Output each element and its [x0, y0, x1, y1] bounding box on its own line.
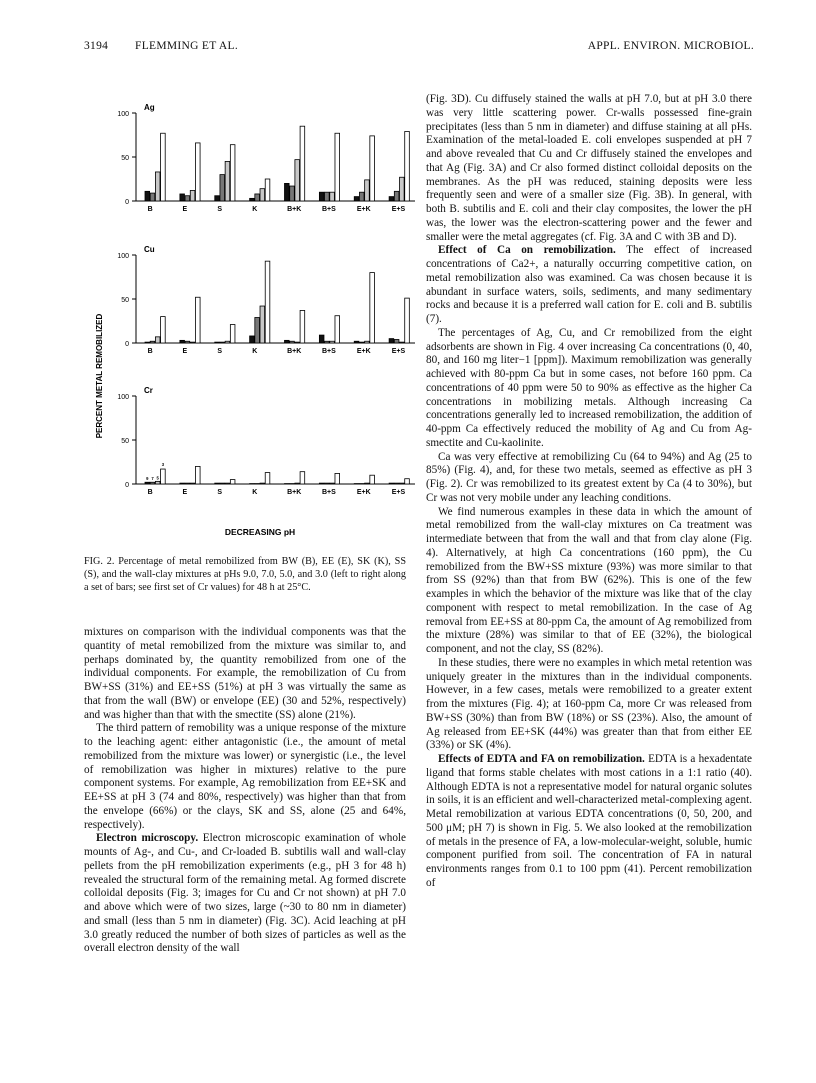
category-label: E+S	[391, 206, 406, 213]
panel-label-cu: Cu	[144, 245, 155, 254]
bar	[330, 483, 335, 484]
category-label: B+K	[287, 348, 302, 355]
panel-label-ag: Ag	[144, 103, 155, 112]
bar	[255, 317, 260, 343]
bar	[295, 342, 300, 343]
bar	[260, 189, 265, 201]
bar	[370, 475, 375, 484]
bar	[319, 192, 324, 201]
bar	[330, 341, 335, 343]
bar	[260, 483, 265, 484]
bar	[290, 186, 295, 201]
category-label: E	[182, 489, 188, 496]
bar	[225, 483, 230, 484]
bar	[335, 316, 340, 343]
paragraph	[426, 244, 752, 327]
category-label: B+K	[287, 489, 302, 496]
y-tick-label: 0	[125, 482, 129, 489]
paragraph-text: Ca was very effective at remobilizing Cu (64 to 94%) and Ag (25 to 85%) (Fig. 4), and, for these two metals, seemed as effective as pH 3 (Fig. 2). Cr was remobilized to its greatest extent by Ca (4 to 30%), but Cr was not very mobile under any leaching conditions.	[426, 450, 752, 504]
section-heading: Effects of EDTA and FA on remobilization.	[438, 753, 645, 765]
bar	[359, 342, 364, 343]
paragraph	[426, 506, 752, 657]
bar	[180, 194, 185, 201]
bar	[365, 180, 370, 201]
bar	[300, 472, 305, 484]
bar	[335, 133, 340, 201]
bar	[180, 340, 185, 343]
bar	[400, 342, 405, 343]
bar	[354, 341, 359, 343]
paragraph	[84, 626, 406, 722]
page-number: 3194	[84, 40, 109, 52]
category-label: E+K	[356, 348, 371, 355]
bar	[195, 297, 200, 343]
paragraph-text: We find numerous examples in these data in which the amount of metal remobilized from the wall-clay mixtures on Ca treatment was intermediate between that from the wall and that from clay alone (Fig. 4). Alternatively, at high Ca concentrations (160 ppm), the Cu remobilized from the BW+SS mixture (93%) was more similar to that from SS (92%) than that from BW (62%). This is one of the few examples in which the behavior of the mixture was like that of the clay component with respect to metal remobilization. In the case of Ag removal from EE+SS at 80-ppm Ca, the amount of Ag remobilized from the mixture (28%) was similar to that of EE (32%), the biological component, and not the clay, SS (82%).	[426, 505, 752, 655]
bar	[359, 192, 364, 201]
bar	[285, 183, 290, 201]
bar	[195, 466, 200, 484]
bar	[319, 335, 324, 343]
figure-caption: FIG. 2. Percentage of metal remobilized from BW (B), EE (E), SK (K), SS (S), and the wall-clay mixtures at pHs 9.0, 7.0, 5.0, and 3.0 (left to right along a set of bars; see first set of Cr values) for 48 h at 25°C.	[84, 556, 406, 593]
bar	[250, 336, 255, 343]
bar	[394, 339, 399, 343]
paragraph	[426, 753, 752, 891]
category-label: B+S	[321, 206, 336, 213]
bar	[265, 179, 270, 201]
paragraph-text: mixtures on comparison with the individual components was that the quantity of metal remobilized from the mixture was similar to, and perhaps dominated by, the quantity remobilized from one of the individual components. For example, the remobilization of Cu from BW+SS (31%) and EE+SS (51%) at pH 3 was virtually the same as that from the wall (BW) or envelope (EE) (30 and 52%, respectively) and was higher than that with the smectite (SS) alone (21%).	[84, 626, 406, 721]
bar	[190, 483, 195, 484]
bar	[155, 481, 160, 484]
y-tick-label: 0	[125, 199, 129, 206]
paragraph-text: (Fig. 3D). Cu diffusely stained the walls at pH 7.0, but at pH 3.0 there was very little scattering power. Cr-walls possessed fine-grain precipitates (less than 5 nm in diameter) and diffuse staining at all pHs. Examination of the metal-loaded E. coli envelopes suspended at pH 7 and above revealed that Cu and Cr diffusely stained the envelopes and that Ag (Fig. 3A) and Cr also formed distinct colloidal deposits on the membranes. As the pH was reduced, staining deposits were less frequently seen and were of a smaller size (Fig. 3B). In general, with both B. subtilis and E. coli and their clay composites, the lower the pH was, the lower was the electron-scattering power and the fewer and smaller were the metal aggregates (cf. Fig. 3A and C with 3B and D).	[426, 93, 752, 243]
paragraph-text: The percentages of Ag, Cu, and Cr remobilized from the eight adsorbents are shown in Fig. 4 over increasing Ca concentrations (0, 40, 80, and 160 mg liter−1 [ppm]). Maximum remobilization was generally achieved with 80-ppm Ca but in some cases, not before 160 ppm. Ca concentrations of 40 ppm were 50 to 90% as effective as the higher Ca concentrations in mobilizing metals. Although increasing Ca concentrations generally led to increased remobilization, the addition of 40-ppm Ca effectively reduced the mobility of Ag and Cu from Ag-smectite and Cu-kaolinite.	[426, 326, 752, 449]
category-label: E+S	[391, 489, 406, 496]
bar	[230, 325, 235, 343]
ph-annotation: 5	[156, 475, 159, 481]
bar	[370, 273, 375, 343]
bar	[325, 483, 330, 484]
category-label: S	[217, 206, 223, 213]
bar	[300, 310, 305, 343]
bar	[365, 341, 370, 343]
section-heading: Electron microscopy.	[96, 832, 199, 845]
bar	[215, 483, 220, 484]
paragraph	[426, 451, 752, 506]
bar	[260, 306, 265, 343]
bar	[290, 341, 295, 343]
x-axis-label: DECREASING pH	[224, 527, 296, 537]
paragraph-text: EDTA is a hexadentate ligand that forms stable chelates with most cations in a 1:1 ratio (40). Although EDTA is not a representative model for natural organic solutes in soils, it is an efficient and well-characterized metal-complexing agent. Metal remobilization at various EDTA concentrations (0, 50, 200, and 500 μM; pH 7) is shown in Fig. 5. We also looked at the remobilization of metals in the presence of FA, a low-molecular-weight, soluble, humic component purified from soil. The concentration of FA in natural environments ranges from 0.1 to 100 ppm (41). Percent remobilization of	[426, 753, 752, 889]
paragraph	[84, 832, 406, 956]
category-label: B	[147, 348, 153, 355]
bar	[220, 342, 225, 343]
bar	[225, 341, 230, 343]
bar	[285, 340, 290, 343]
bar	[389, 483, 394, 484]
bar	[370, 136, 375, 201]
bar	[195, 143, 200, 201]
category-label: B+K	[287, 206, 302, 213]
bar	[265, 261, 270, 343]
paragraph	[426, 327, 752, 451]
category-label: E+K	[356, 206, 371, 213]
category-label: S	[217, 348, 223, 355]
bar	[400, 177, 405, 201]
bar	[250, 198, 255, 201]
ph-annotation: 7	[151, 476, 154, 482]
paragraph-text: The third pattern of remobility was a unique response of the mixture to the leaching agent: either antagonistic (i.e., the amount of metal remobilized from the mixture was lower) or synergistic (i.e., the level of remobilization was higher in mixtures) relative to the pure component systems. For example, Ag remobilization from EE+SK and EE+SS at pH 3 (74 and 80%, respectively) was higher than that from the envelope (66%) or the clays, SK and SS, alone (25 and 64%, respectively).	[84, 722, 406, 831]
bar	[185, 341, 190, 343]
bar	[161, 133, 166, 201]
bar	[319, 483, 324, 484]
bar	[150, 482, 155, 484]
category-label: K	[252, 348, 258, 355]
paragraph	[426, 657, 752, 753]
bar	[230, 480, 235, 484]
y-tick-label: 0	[125, 341, 129, 348]
bar	[255, 194, 260, 201]
bar	[161, 469, 166, 484]
ph-annotation: 3	[161, 462, 165, 468]
bar	[389, 339, 394, 343]
bar	[145, 191, 150, 201]
bar	[325, 341, 330, 343]
y-tick-label: 100	[117, 253, 129, 260]
bar	[215, 196, 220, 201]
bar	[220, 175, 225, 201]
bar	[405, 131, 410, 201]
bar	[150, 193, 155, 201]
y-axis-label: PERCENT METAL REMOBILIZED	[95, 313, 104, 439]
category-label: K	[252, 489, 258, 496]
category-label: B	[147, 489, 153, 496]
category-label: E	[182, 206, 188, 213]
bar	[405, 298, 410, 343]
right-column	[426, 93, 752, 891]
category-label: E+K	[356, 489, 371, 496]
category-label: B	[147, 206, 153, 213]
bar	[265, 473, 270, 484]
category-label: S	[217, 489, 223, 496]
paragraph-text: The effect of increased concentrations of Ca2+, a naturally occurring competitive cation, on metal remobilization also was examined. Ca was chosen because it is abundant in surface waters, soils, sediments, and many sedimentary rocks and because it is a preferred wall cation for E. coli and B. subtilis (7).	[426, 244, 752, 325]
bar	[335, 473, 340, 484]
bar	[225, 161, 230, 201]
running-journal: APPL. ENVIRON. MICROBIOL.	[587, 40, 754, 52]
bar	[145, 342, 150, 343]
bar	[185, 483, 190, 484]
y-tick-label: 50	[121, 438, 129, 445]
paragraph-text: In these studies, there were no examples in which metal retention was uniquely greater in the mixtures than in the individual components. However, in a few cases, metals were remobilized to a greater extent from the mixtures (Fig. 4); at 160-ppm Ca, more Cr was released from BW+SS (30%) than from BW (18%) or SS (23%). Also, the amount of Ag released from EE+SK (44%) was greater than that from either EE (33%) or SK (4%).	[426, 656, 752, 752]
section-heading: Effect of Ca on remobilization.	[438, 244, 616, 257]
bar	[365, 483, 370, 484]
bar	[394, 191, 399, 201]
y-tick-label: 50	[121, 297, 129, 304]
bar	[325, 192, 330, 201]
bar	[220, 483, 225, 484]
bar	[330, 192, 335, 201]
bar	[190, 342, 195, 343]
bar	[300, 126, 305, 201]
bar	[295, 160, 300, 201]
paragraph	[426, 93, 752, 244]
paragraph-text: Electron microscopic examination of whole mounts of Ag-, and Cu-, and Cr-loaded B. subtilis wall and wall-clay pellets from the pH remobilization experiments (e.g., pH 3 for 48 h) revealed the structural form of the remaining metal. Ag formed discrete colloidal deposits (Fig. 3; images for Cu and Cr not shown) at pH 7.0 and above which were of two sizes, large (~30 to 80 nm in diameter) and small (less than 5 nm in diameter) (Fig. 3C). Acid leaching at pH 3.0 greatly reduced the number of both sizes of particles as well as the overall electron density of the wall	[84, 832, 407, 955]
bar	[295, 483, 300, 484]
category-label: E	[182, 348, 188, 355]
bar	[405, 479, 410, 484]
bar	[155, 337, 160, 343]
y-tick-label: 100	[117, 111, 129, 118]
y-tick-label: 50	[121, 155, 129, 162]
category-label: B+S	[321, 348, 336, 355]
bar	[354, 197, 359, 201]
paragraph	[84, 722, 406, 832]
bar	[230, 145, 235, 201]
ph-annotation: 9	[146, 476, 149, 482]
bar	[185, 196, 190, 201]
panel-label-cr: Cr	[144, 386, 153, 395]
category-label: K	[252, 206, 258, 213]
bar	[145, 482, 150, 484]
bar	[150, 341, 155, 343]
running-authors: FLEMMING ET AL.	[135, 40, 238, 52]
category-label: E+S	[391, 348, 406, 355]
bar	[215, 342, 220, 343]
category-label: B+S	[321, 489, 336, 496]
y-tick-label: 100	[117, 394, 129, 401]
bar	[190, 190, 195, 201]
bar	[180, 483, 185, 484]
figure-2	[80, 90, 420, 540]
bar	[389, 197, 394, 201]
left-column	[84, 626, 406, 956]
bar	[400, 483, 405, 484]
bar	[155, 172, 160, 201]
bar	[161, 317, 166, 343]
bar	[394, 483, 399, 484]
